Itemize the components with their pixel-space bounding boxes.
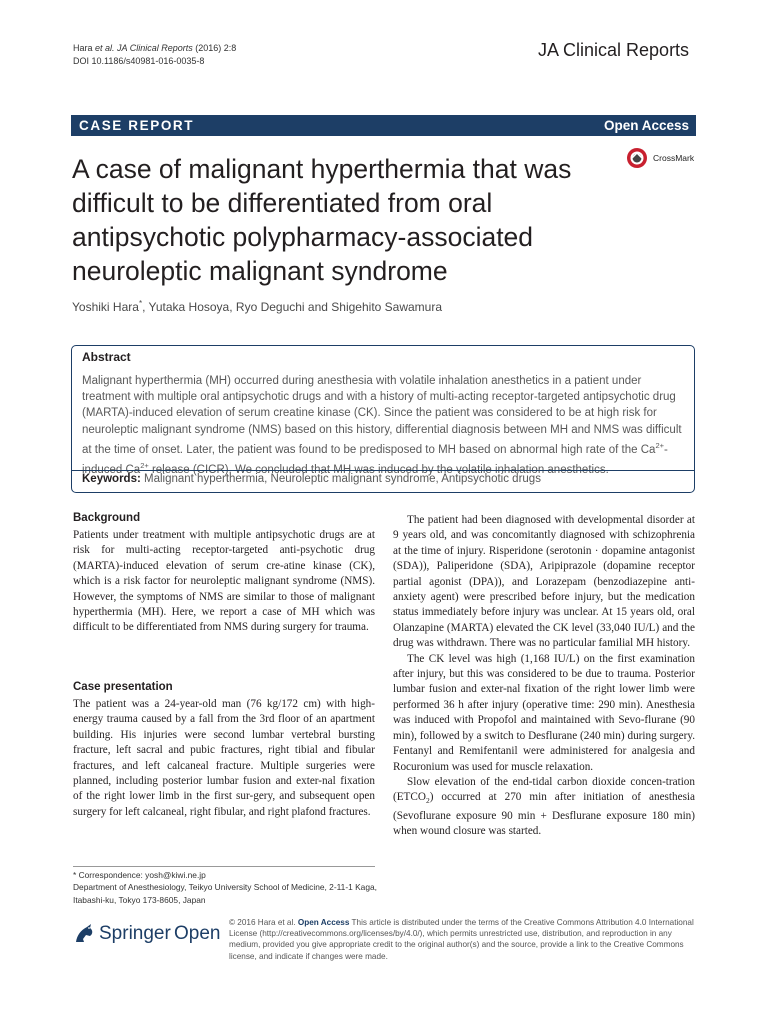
keywords [82,473,541,485]
footnote-divider [73,866,375,867]
paragraph: The CK level was high (1,168 IU/L) on the first examination after injury, but this was considered to be due to trauma. Posterior lumbar fusion and exter-nal fixation of the right lower limb were performed 36 h after injury (operative time: 290 min). Anesthesia was induced with Propofol and maintained with Sevo-flurane (90 min), followed by a switch to Desflurane (240 min) during surgery. Fentanyl and Remifentanil were administered for analgesia and Rocuronium was used for muscle relaxation. [393,652,695,773]
abstract-part: Malignant hyperthermia (MH) occurred during anesthesia with volatile inhalation anesthetics in a patient under treatment with multiple oral antipsychotic drugs and with a history of multi-acting receptor-targeted antipsychotic drug (MARTA)-induced elevation of serum creatine kinase (CK). Since the patient was considered to be at high risk for neuroleptic malignant syndrome (NMS) based on this history, differential diagnosis between MH and NMS was difficult at the time of onset. Later, the patient was found to be predisposed to MH based on abnormal high rate of the Ca [82,375,682,456]
paragraph: The patient had been diagnosed with developmental disorder at 9 years old, and was concomitantly diagnosed with schizophrenia at the time of injury. Risperidone (serotonin · dopamine antagonist (SDA)), Paliperidone (SDA), Aripiprazole (dopamine receptor partial agonist (DPA)), and Lorazepam (benzodiazepine anti-anxiety agent) were prescribed before injury, but the medication status immediately before injury was unclear. At 15 years old, oral Olanzapine (MARTA) elevated the CK level (33,040 IU/L) and the drug was withdrawn. There was no particular familial MH history. [393,514,695,650]
license-open-access: Open Access [297,918,350,927]
corresponding-mark: * [138,299,143,308]
license-text [229,917,699,962]
citation-journal: et al. JA Clinical Reports [95,43,193,53]
citation-prefix: Hara [73,43,96,53]
license-part: © 2016 Hara et al. [229,918,298,927]
paragraph: Patients under treatment with multiple antipsychotic drugs are at risk for multi-acting receptor-targeted anti-psychotic drug (MARTA)-induced elevation of serum cre-atine kinase (CK), which is a risk factor for neuroleptic malignant syndrome (NMS). However, the symptoms of NMS are similar to those of malignant hyperthermia (MH). Here, we report a case of MH which was difficult to be differentiated from NMS during surgery for trauma. [73,529,375,634]
springer-horse-icon [72,921,96,945]
doi[interactable]: DOI 10.1186/s40981-016-0035-8 [73,56,205,66]
citation-volume: (2016) 2:8 [192,43,237,53]
column-2-text [393,513,695,840]
abstract-text [82,373,687,478]
citation-header [73,42,236,68]
background-text [73,528,375,636]
crossmark-label[interactable]: CrossMark [653,153,695,163]
abstract-sup: 2+ [140,460,149,470]
correspondence[interactable]: * Correspondence: yosh@kiwi.ne.jp [73,870,206,880]
keywords-divider [71,470,695,471]
article-type-label: CASE REPORT [79,118,195,133]
springer-name: Springer [99,923,171,944]
abstract-heading: Abstract [82,350,131,364]
paragraph: The patient was a 24-year-old man (76 kg/172 cm) with high-energy trauma caused by a fall from the 3rd floor of an apartment building. His injuries were second lumbar vertebral bursting fracture, left sacral and pubic fractures, right tibial and fibular fractures, and left calcaneal fracture. Multiple surgeries were planned, including posterior lumbar fusion and exter-nal fixation of the right lower limb in the first sur-gery, and subsequent open surgery for left calcaneal, right fibular, and right plafond fractures. [73,698,375,818]
author-list [72,299,442,314]
keywords-list: Malignant hyperthermia, Neuroleptic malignant syndrome, Antipsychotic drugs [140,473,541,485]
affiliation: Department of Anesthesiology, Teikyo University School of Medicine, 2-11-1 Kaga, Itabashi-ku, Tokyo 173-8605, Japan [73,882,377,905]
open-access-label: Open Access [603,118,689,133]
license-part: This article is distributed under the terms of the Creative Commons Attribution 4.0 International License (http://creativecommons.org/licenses/by/4.0/), which permits unrestricted use, distribution, and reproduction in any medium, provided you give appropriate credit to the original author(s) and the source, provide a link to the Creative Commons license, and indicate if changes were made. [229,918,694,961]
subscript: 2 [425,796,430,806]
background-heading: Background [73,512,141,524]
author-rest: , Yutaka Hosoya, Ryo Deguchi and Shigehito Sawamura [142,300,443,314]
author-first: Yoshiki Hara [72,300,139,314]
paragraph-part: Slow elevation of the end-tidal carbon dioxide concen-tration (ETCO [393,775,695,804]
springer-open: Open [174,923,221,944]
footnote [73,869,378,906]
abstract-part: release (CICR). We concluded that MH was induced by the volatile inhalation anesthetics. [148,463,609,476]
article-title: A case of malignant hyperthermia that was difficult to be differentiated from oral antipsychotic polypharmacy-associated neuroleptic malignant syndrome [72,154,572,286]
paragraph-part: ) occurred at 270 min after initiation of anesthesia (Sevoflurane exposure 90 min + Desflurane exposure 180 min) when wound closure was started. [393,791,695,838]
case-presentation-text [73,697,375,820]
case-presentation-heading: Case presentation [73,681,173,693]
journal-name: JA Clinical Reports [538,40,690,60]
paragraph [393,775,695,840]
abstract-part: -induced Ca [82,443,668,476]
keywords-label: Keywords: [82,473,141,485]
abstract-sup: 2+ [655,440,665,450]
